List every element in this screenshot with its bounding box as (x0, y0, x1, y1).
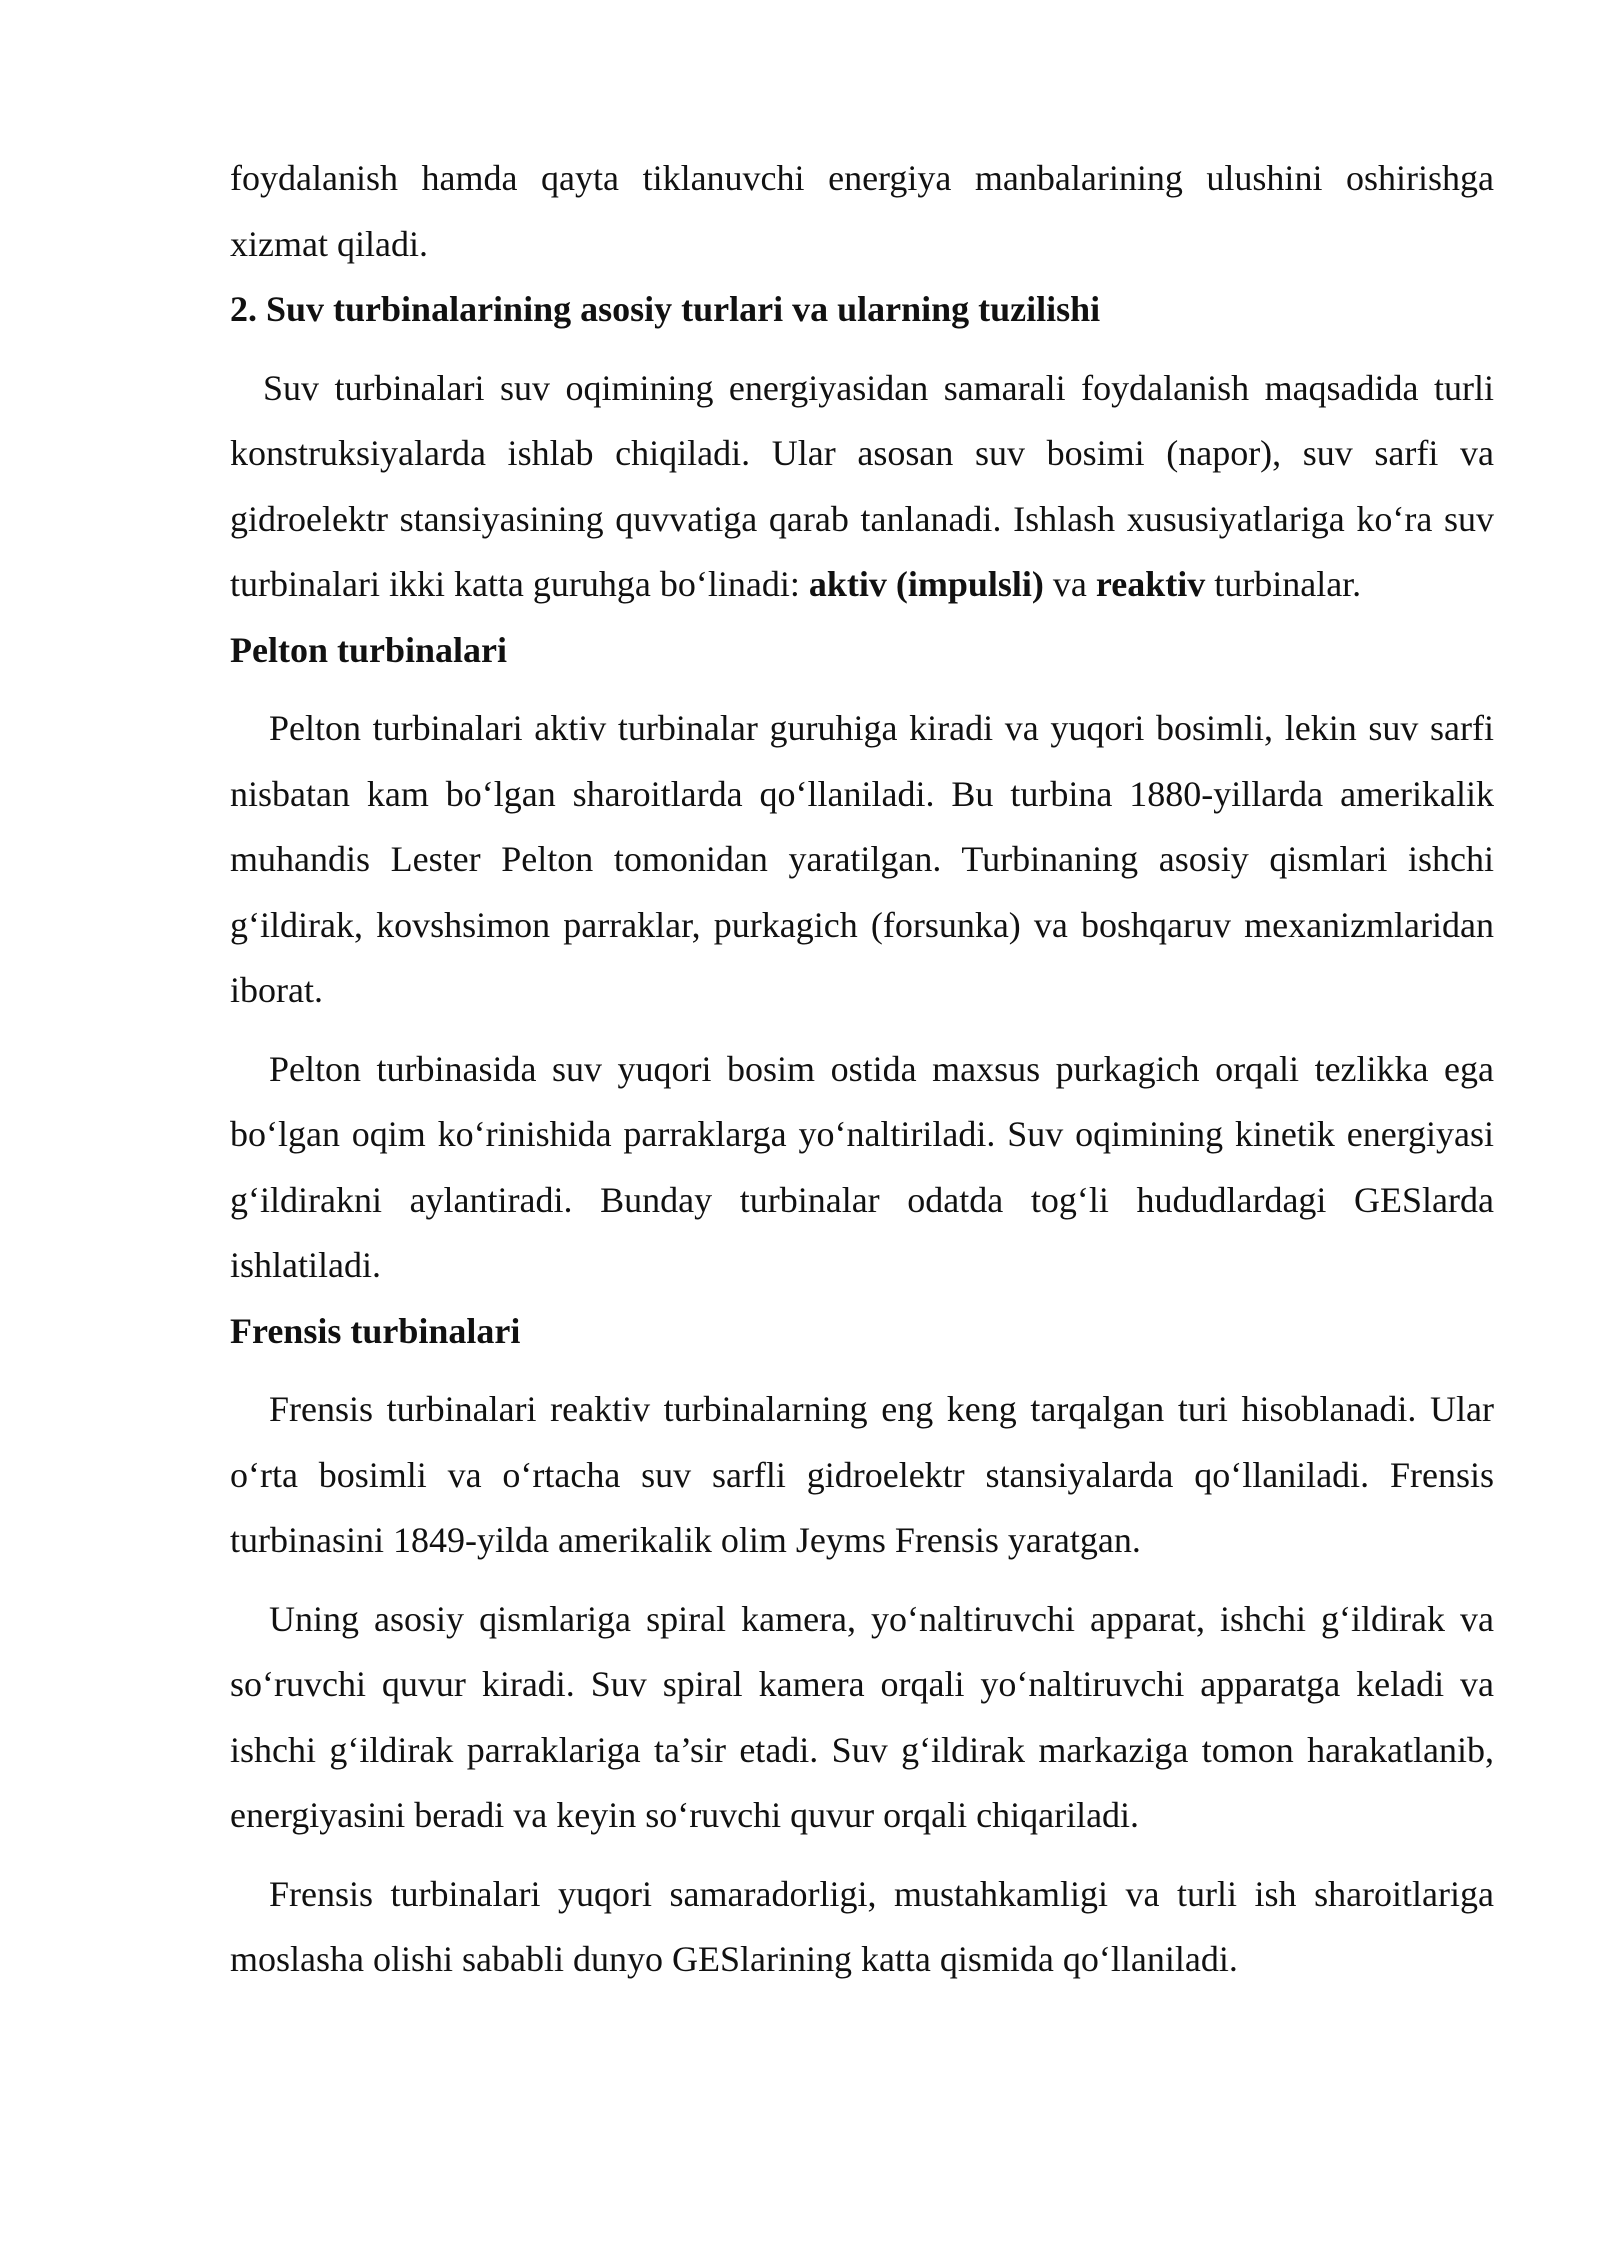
term-reactive: reaktiv (1095, 564, 1206, 604)
section-paragraph (230, 356, 1494, 618)
section-heading: 2. Suv turbinalarining asosiy turlari va ularning tuzilishi (230, 289, 1101, 329)
francis-paragraph-1: Frensis turbinalari reaktiv turbinalarning eng keng tarqalgan turi hisoblanadi. Ular o‘rta bosimli va o‘rtacha suv sarfli gidroelektr stansiyalarda qo‘llaniladi. Frensis turbinasini 1849-yilda amerikalik olim Jeyms Frensis yaratgan. (230, 1389, 1494, 1560)
section-paragraph-text-after: turbinalar. (1205, 564, 1362, 604)
document-body (230, 146, 1494, 1993)
francis-heading: Frensis turbinalari (230, 1310, 521, 1351)
francis-paragraph-2: Uning asosiy qismlariga spiral kamera, yo‘naltiruvchi apparat, ishchi g‘ildirak va so‘ruvchi quvur kiradi. Suv spiral kamera orqali yo‘naltiruvchi apparatga keladi va ishchi g‘ildirak parraklariga ta’sir etadi. Suv g‘ildirak markaziga tomon harakatlanib, energiyasini beradi va keyin so‘ruvchi quvur orqali chiqariladi. (230, 1598, 1494, 1835)
francis-paragraph-3: Frensis turbinalari yuqori samaradorligi, mustahkamligi va turli ish sharoitlariga moslasha olishi sababli dunyo GESlarining katta qismida qo‘llaniladi. (230, 1873, 1494, 1979)
section-paragraph-text-middle: va (1043, 564, 1096, 604)
pelton-paragraph-1: Pelton turbinalari aktiv turbinalar guruhiga kiradi va yuqori bosimli, lekin suv sarfi nisbatan kam bo‘lgan sharoitlarda qo‘llaniladi. Bu turbina 1880-yillarda amerikalik muhandis Lester Pelton tomonidan yaratilgan. Turbinaning asosiy qismlari ishchi g‘ildirak, kovshsimon parraklar, purkagich (forsunka) va boshqaruv mexanizmlaridan iborat. (230, 708, 1494, 1010)
pelton-heading: Pelton turbinalari (230, 629, 507, 670)
term-active-impulse: aktiv (impulsli) (808, 564, 1044, 604)
pelton-paragraph-2: Pelton turbinasida suv yuqori bosim ostida maxsus purkagich orqali tezlikka ega bo‘lgan oqim ko‘rinishida parraklarga yo‘naltiriladi. Suv oqimining kinetik energiyasi g‘ildirakni aylantiradi. Bunday turbinalar odatda tog‘li hududlardagi GESlarda ishlatiladi. (230, 1048, 1494, 1285)
section-paragraph-text-before: Suv turbinalari suv oqimining energiyasidan samarali foydalanish maqsadida turli konstruksiyalarda ishlab chiqiladi. Ular asosan suv bosimi (napor), suv sarfi va gidroelektr stansiyasining quvvatiga qarab tanlanadi. Ishlash xususiyatlariga ko‘ra suv turbinalari ikki katta guruhga bo‘linadi: (230, 367, 1494, 604)
intro-paragraph: foydalanish hamda qayta tiklanuvchi energiya manbalarining ulushini oshirishga xizmat qiladi. (230, 158, 1494, 264)
